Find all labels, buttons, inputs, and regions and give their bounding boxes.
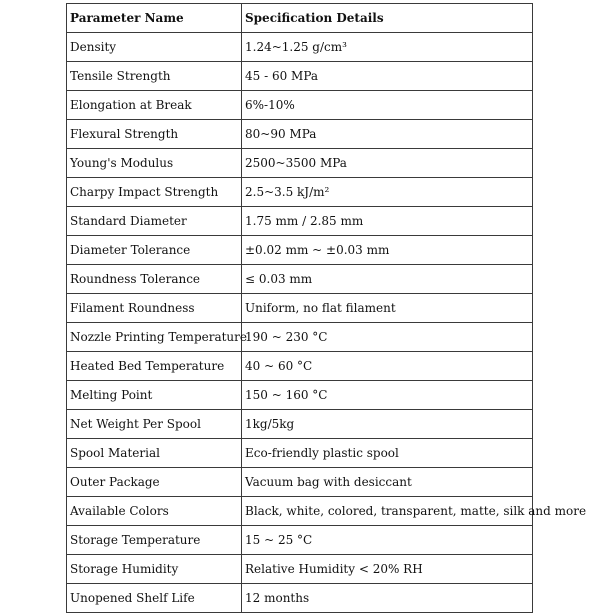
spec-table: [66, 3, 587, 613]
value-cell: Vacuum bag with desiccant: [242, 468, 533, 497]
parameter-cell: Available Colors: [67, 497, 242, 526]
table-row: [67, 584, 533, 613]
value-cell: 15 ~ 25 °C: [242, 526, 533, 555]
table-row: [67, 149, 533, 178]
value-cell: 2.5~3.5 kJ/m²: [242, 178, 533, 207]
parameter-cell: Flexural Strength: [67, 120, 242, 149]
value-cell: ±0.02 mm ~ ±0.03 mm: [242, 236, 533, 265]
parameter-cell: Tensile Strength: [67, 62, 242, 91]
table-header-row: [67, 4, 533, 33]
value-cell: Relative Humidity < 20% RH: [242, 555, 533, 584]
value-cell: 45 - 60 MPa: [242, 62, 533, 91]
parameter-cell: Density: [67, 33, 242, 62]
parameter-cell: Elongation at Break: [67, 91, 242, 120]
parameter-cell: Charpy Impact Strength: [67, 178, 242, 207]
table-row: [67, 323, 533, 352]
value-cell: 6%-10%: [242, 91, 533, 120]
value-cell: 1.75 mm / 2.85 mm: [242, 207, 533, 236]
parameter-cell: Unopened Shelf Life: [67, 584, 242, 613]
table-row: [67, 352, 533, 381]
table-row: [67, 207, 533, 236]
table-row: [67, 381, 533, 410]
value-cell: 1kg/5kg: [242, 410, 533, 439]
value-cell: 150 ~ 160 °C: [242, 381, 533, 410]
table-row: [67, 410, 533, 439]
parameter-cell: Diameter Tolerance: [67, 236, 242, 265]
value-cell: Uniform, no flat filament: [242, 294, 533, 323]
parameter-cell: Roundness Tolerance: [67, 265, 242, 294]
table-row: [67, 439, 533, 468]
value-cell: 190 ~ 230 °C: [242, 323, 533, 352]
table-row: [67, 178, 533, 207]
value-cell: 1.24~1.25 g/cm³: [242, 33, 533, 62]
table-row: [67, 236, 533, 265]
parameter-cell: Filament Roundness: [67, 294, 242, 323]
value-cell: 2500~3500 MPa: [242, 149, 533, 178]
table-row: [67, 555, 533, 584]
table-row: [67, 33, 533, 62]
table-row: [67, 497, 533, 526]
value-cell: 80~90 MPa: [242, 120, 533, 149]
table-row: [67, 91, 533, 120]
value-cell: 40 ~ 60 °C: [242, 352, 533, 381]
table-row: [67, 294, 533, 323]
header-specification-details: Specification Details: [242, 4, 533, 33]
parameter-cell: Melting Point: [67, 381, 242, 410]
parameter-cell: Storage Humidity: [67, 555, 242, 584]
parameter-cell: Storage Temperature: [67, 526, 242, 555]
parameter-cell: Spool Material: [67, 439, 242, 468]
parameter-cell: Young's Modulus: [67, 149, 242, 178]
parameter-cell: Standard Diameter: [67, 207, 242, 236]
table-row: [67, 468, 533, 497]
parameter-cell: Nozzle Printing Temperature: [67, 323, 242, 352]
table-row: [67, 265, 533, 294]
value-cell: Eco-friendly plastic spool: [242, 439, 533, 468]
parameter-cell: Heated Bed Temperature: [67, 352, 242, 381]
header-parameter-name: Parameter Name: [67, 4, 242, 33]
value-cell: ≤ 0.03 mm: [242, 265, 533, 294]
value-cell: 12 months: [242, 584, 533, 613]
table-row: [67, 62, 533, 91]
table-row: [67, 526, 533, 555]
table-row: [67, 120, 533, 149]
parameter-cell: Net Weight Per Spool: [67, 410, 242, 439]
value-cell: Black, white, colored, transparent, matte, silk and more: [242, 497, 533, 526]
parameter-cell: Outer Package: [67, 468, 242, 497]
